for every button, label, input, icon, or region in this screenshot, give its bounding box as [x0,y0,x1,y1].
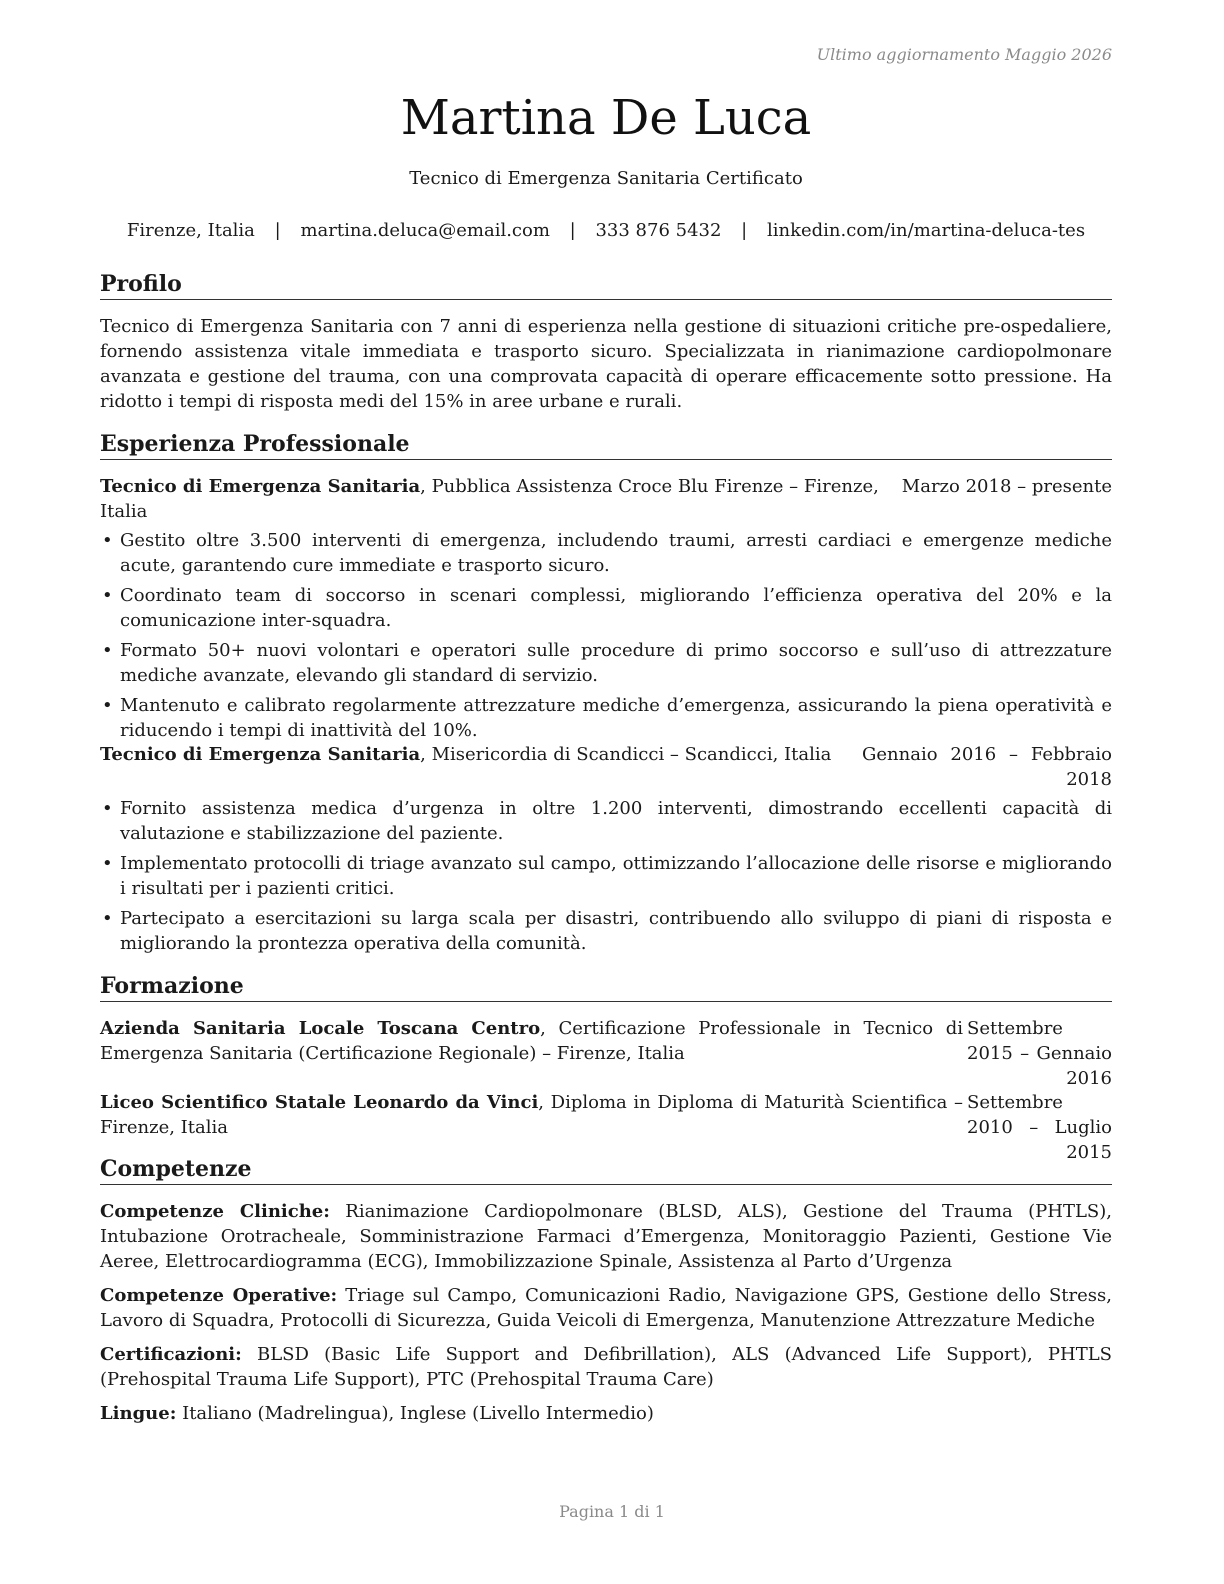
education-dates: Settembre 2010 – Luglio 2015 [967,1092,1112,1163]
skill-group [100,1283,1112,1333]
job-dates: Gennaio 2016 – Febbraio 2018 [862,744,1112,790]
skill-text: BLSD (Basic Life Support and Defibrillation), ALS (Advanced Life Support), PHTLS (Prehospital Trauma Life Support), PTC (Prehospital Trauma Care) [100,1344,1112,1390]
contact-separator: | [741,220,748,241]
job-employer: , Pubblica Assistenza Croce Blu Firenze – Firenze, Italia [100,476,879,522]
section-heading-skills: Competenze [100,1155,1112,1185]
education-description [100,1090,963,1140]
job-entry [100,742,1112,961]
contact-line [100,220,1112,241]
education-detail: , Certificazione Professionale in Tecnico di Emergenza Sanitaria (Certificazione Regionale) – Firenze, Italia [100,1018,963,1064]
last-updated-note: Ultimo aggiornamento Maggio 2026 [816,45,1112,64]
profile-text: Tecnico di Emergenza Sanitaria con 7 anni di esperienza nella gestione di situazioni critiche pre-ospedaliere, fornendo assistenza vitale immediata e trasporto sicuro. Specializzata in rianimazione cardiopolmonare avanzata e gestione del trauma, con una comprovata capacità di operare efficacemente sotto pressione. Ha ridotto i tempi di risposta medi del 15% in aree urbane e rurali. [100,316,1112,412]
job-header [100,474,1112,524]
education-detail: , Diploma in Diploma di Maturità Scientifica – Firenze, Italia [100,1092,963,1138]
education-description [100,1016,963,1066]
education-school: Liceo Scientifico Statale Leonardo da Vinci [100,1092,539,1113]
list-item: • Implementato protocolli di triage avanzato sul campo, ottimizzando l’allocazione delle risorse e migliorando i risultati per i pazienti critici. [100,851,1112,901]
job-header [100,742,1112,792]
job-title-line [100,474,902,524]
skill-text: Rianimazione Cardiopolmonare (BLSD, ALS), Gestione del Trauma (PHTLS), Intubazione Orotracheale, Somministrazione Farmaci d’Emergenza, Monitoraggio Pazienti, Gestione Vie Aeree, Elettrocardiogramma (ECG), Immobilizzazione Spinale, Assistenza al Parto d’Urgenza [100,1201,1113,1272]
list-item: • Coordinato team di soccorso in scenari complessi, migliorando l’efficienza operativa del 20% e la comunicazione inter-squadra. [100,583,1112,633]
education-entry [100,1016,1112,1091]
job-title: Tecnico di Emergenza Sanitaria Certificato [409,168,803,189]
page-number: Pagina 1 di 1 [559,1502,665,1521]
contact-phone[interactable]: 333 876 5432 [595,220,722,241]
list-item: • Formato 50+ nuovi volontari e operatori sulle procedure di primo soccorso e sull’uso di attrezzature mediche avanzate, elevando gli standard di servizio. [100,638,1112,688]
education-header [100,1090,1112,1165]
list-item: • Partecipato a esercitazioni su larga scala per disastri, contribuendo allo sviluppo di piani di risposta e migliorando la prontezza operativa della comunità. [100,906,1112,956]
skill-group [100,1401,1112,1426]
list-item: • Mantenuto e calibrato regolarmente attrezzature mediche d’emergenza, assicurando la piena operatività e riducendo i tempi di inattività del 10%. [100,693,1112,743]
section-heading-education: Formazione [100,972,1112,1002]
profile-section [100,314,1112,414]
skill-group [100,1199,1112,1274]
job-bullets [100,796,1112,956]
contact-email[interactable]: martina.deluca@email.com [300,220,550,241]
education-school: Azienda Sanitaria Locale Toscana Centro [100,1018,541,1039]
job-entry [100,474,1112,748]
contact-separator: | [274,220,281,241]
contact-location: Firenze, Italia [126,220,255,241]
skill-text: Triage sul Campo, Comunicazioni Radio, Navigazione GPS, Gestione dello Stress, Lavoro di Squadra, Protocolli di Sicurezza, Guida Veicoli di Emergenza, Manutenzione Attrezzature Mediche [100,1285,1112,1331]
job-role: Tecnico di Emergenza Sanitaria [100,744,421,765]
education-header [100,1016,1112,1091]
education-entry [100,1090,1112,1165]
contact-separator: | [569,220,576,241]
skill-label: Certificazioni: [100,1344,242,1365]
job-role: Tecnico di Emergenza Sanitaria [100,476,421,497]
candidate-name: Martina De Luca [400,90,812,146]
skill-label: Competenze Operative: [100,1285,338,1306]
list-item: • Gestito oltre 3.500 interventi di emergenza, includendo traumi, arresti cardiaci e emergenze mediche acute, garantendo cure immediate e trasporto sicuro. [100,528,1112,578]
section-heading-profile: Profilo [100,270,1112,300]
skills-section [100,1199,1112,1435]
job-dates: Marzo 2018 – presente [901,476,1112,497]
job-employer: , Misericordia di Scandicci – Scandicci, Italia [420,744,832,765]
list-item: • Fornito assistenza medica d’urgenza in oltre 1.200 interventi, dimostrando eccellenti capacità di valutazione e stabilizzazione del paziente. [100,796,1112,846]
education-dates: Settembre 2015 – Gennaio 2016 [967,1018,1112,1089]
skill-group [100,1342,1112,1392]
skill-text: Italiano (Madrelingua), Inglese (Livello Intermedio) [176,1403,654,1424]
skill-label: Competenze Cliniche: [100,1201,330,1222]
job-bullets [100,528,1112,743]
section-heading-experience: Esperienza Professionale [100,430,1112,460]
skill-label: Lingue: [100,1403,177,1424]
contact-linkedin[interactable]: linkedin.com/in/martina-deluca-tes [766,220,1086,241]
job-title-line [100,742,862,767]
